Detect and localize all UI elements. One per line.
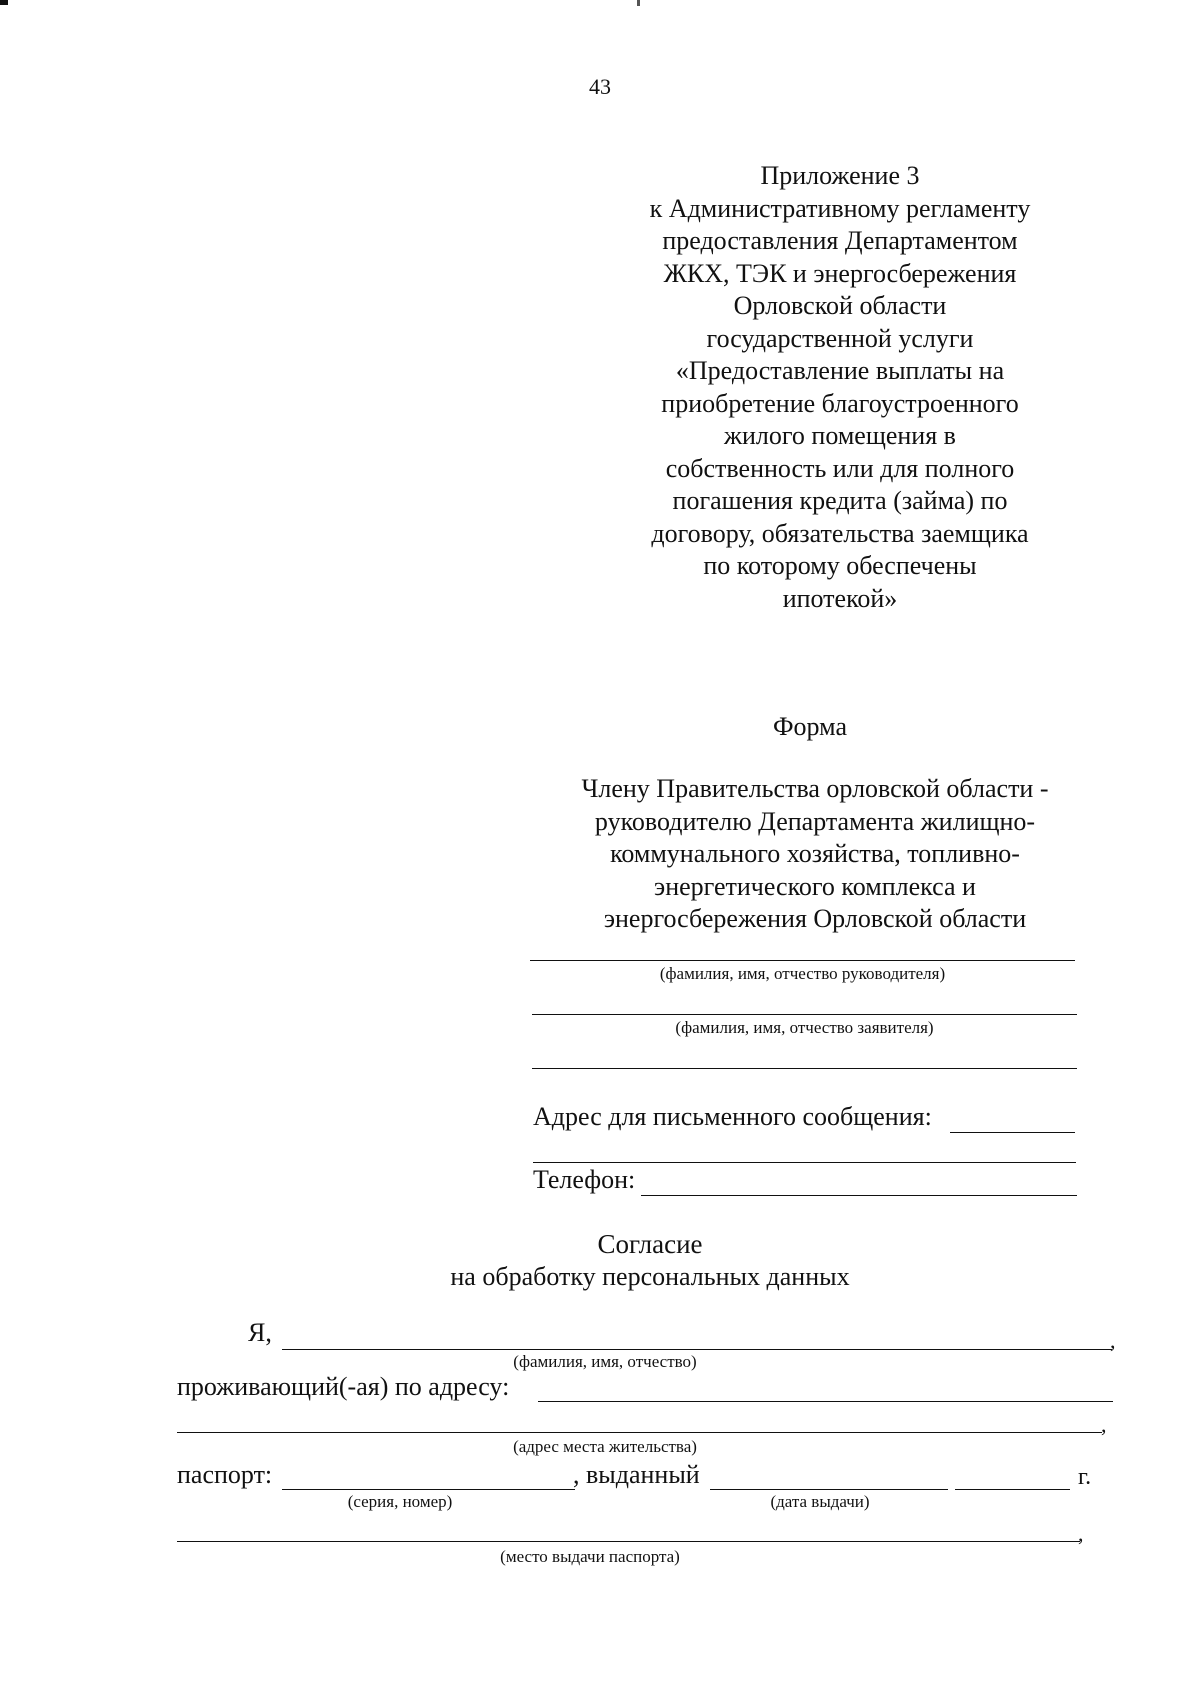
appendix-heading: [610, 160, 1070, 615]
appendix-line: к Административному регламенту: [649, 193, 1031, 223]
address-label: Адрес для письменного сообщения:: [533, 1102, 932, 1131]
appendix-line: ипотекой»: [782, 583, 898, 613]
form-label: Форма: [773, 712, 847, 741]
appendix-line: по которому обеспечены: [703, 551, 977, 580]
residence-caption: (адрес места жительства): [513, 1437, 697, 1456]
issue-year-field[interactable]: [955, 1489, 1070, 1490]
addressee-line: энергосбережения Орловской области: [603, 904, 1027, 933]
addressee-line: коммунального хозяйства, топливно-: [610, 839, 1020, 868]
appendix-line: приобретение благоустроенного: [661, 388, 1019, 418]
i-label: Я,: [248, 1318, 272, 1347]
appendix-line: жилого помещения в: [724, 421, 956, 450]
full-name-caption: (фамилия, имя, отчество): [513, 1352, 697, 1371]
consent-subtitle: на обработку персональных данных: [450, 1261, 850, 1291]
applicant-name-field-2[interactable]: [532, 1068, 1077, 1069]
address-field-2[interactable]: [533, 1162, 1076, 1163]
applicant-name-field[interactable]: [532, 1014, 1077, 1015]
appendix-line: погашения кредита (займа) по: [672, 486, 1008, 515]
year-suffix: г.: [1078, 1464, 1092, 1490]
address-field[interactable]: [950, 1132, 1075, 1133]
issue-place-field[interactable]: [177, 1541, 1080, 1542]
head-name-field[interactable]: [530, 960, 1075, 961]
appendix-line: «Предоставление выплаты на: [675, 356, 1005, 385]
consent-heading: [400, 1228, 900, 1293]
appendix-line: предоставления Департаментом: [662, 226, 1018, 255]
page-number: 43: [589, 74, 611, 99]
residence-field[interactable]: [538, 1401, 1113, 1402]
addressee-block: [545, 773, 1085, 936]
series-caption: (серия, номер): [347, 1492, 453, 1511]
head-name-caption: (фамилия, имя, отчество руководителя): [659, 964, 946, 983]
appendix-line: Орловской области: [733, 291, 947, 320]
consent-title: Согласие: [597, 1229, 703, 1259]
issue-date-field[interactable]: [710, 1489, 948, 1490]
full-name-field[interactable]: [282, 1349, 1112, 1350]
issue-place-comma: ,: [1078, 1521, 1084, 1546]
addressee-line: руководителю Департамента жилищно-: [594, 806, 1036, 836]
appendix-line: собственность или для полного: [665, 453, 1015, 483]
applicant-name-caption: (фамилия, имя, отчество заявителя): [675, 1018, 934, 1037]
residing-label: проживающий(-ая) по адресу:: [177, 1372, 510, 1401]
appendix-line: государственной услуги: [706, 323, 974, 353]
issue-place-caption: (место выдачи паспорта): [500, 1547, 680, 1566]
appendix-line: ЖКХ, ТЭК и энергосбережения: [663, 258, 1017, 288]
residence-comma: ,: [1101, 1412, 1107, 1437]
appendix-line: договору, обязательства заемщика: [651, 518, 1029, 548]
issued-label: , выданный: [573, 1460, 700, 1489]
phone-field[interactable]: [641, 1195, 1077, 1196]
full-name-comma: ,: [1110, 1328, 1116, 1353]
scan-mark-corner: [0, 0, 8, 5]
addressee-line: энергетического комплекса и: [654, 871, 976, 901]
addressee-line: Члену Правительства орловской области -: [581, 774, 1049, 803]
passport-label: паспорт:: [177, 1460, 273, 1489]
issue-date-caption: (дата выдачи): [770, 1492, 870, 1511]
passport-number-field[interactable]: [282, 1489, 575, 1490]
appendix-line: Приложение 3: [760, 161, 920, 190]
scan-mark-top: [637, 0, 640, 6]
phone-label: Телефон:: [533, 1165, 636, 1194]
residence-field-2[interactable]: [177, 1432, 1102, 1433]
